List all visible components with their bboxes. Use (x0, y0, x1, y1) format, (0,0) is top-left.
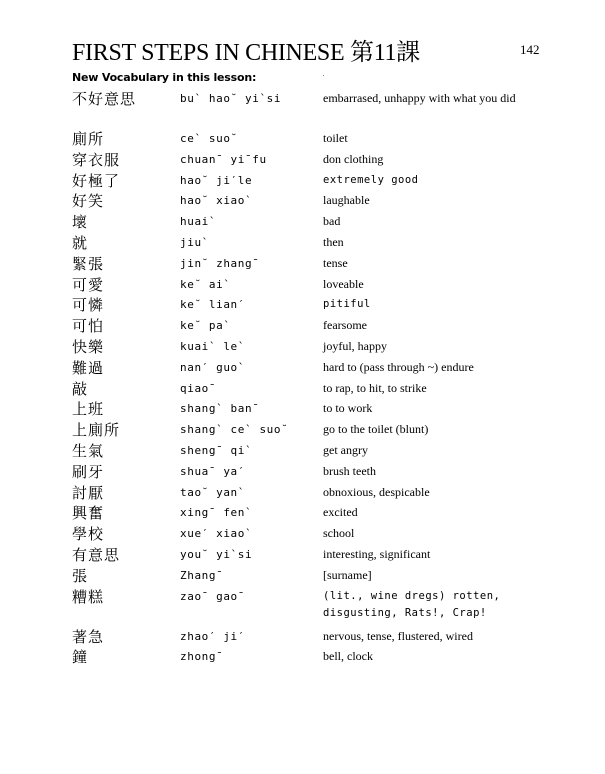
vocab-meaning: tense (323, 255, 348, 270)
vocab-hanzi: 緊張 (72, 254, 105, 273)
vocab-meaning: extremely good (323, 173, 419, 186)
vocab-meaning: to to work (323, 401, 373, 416)
vocab-pinyin: jin˘ zhang¯ (180, 256, 260, 270)
vocab-meaning: bad (323, 214, 341, 229)
page-number: 142 (520, 42, 540, 57)
vocab-row (72, 380, 542, 401)
vocab-hanzi: 穿衣服 (72, 150, 121, 169)
vocab-meaning: joyful, happy (323, 338, 387, 353)
vocab-row (72, 546, 542, 567)
vocab-meaning: nervous, tense, flustered, wired (323, 628, 473, 643)
vocab-row (72, 442, 542, 463)
vocab-row (72, 588, 542, 628)
section-heading: New Vocabulary in this lesson: (72, 71, 257, 84)
vocab-row (72, 525, 542, 546)
vocab-pinyin: zhao′ ji′ (180, 629, 246, 643)
vocab-hanzi: 張 (72, 566, 89, 585)
vocab-pinyin: you˘ yi`si (180, 547, 253, 561)
vocab-meaning: [surname] (323, 567, 372, 582)
vocab-hanzi: 鐘 (72, 648, 89, 667)
vocab-hanzi: 著急 (72, 627, 105, 646)
vocab-hanzi: 不好意思 (72, 90, 137, 108)
vocab-meaning: laughable (323, 193, 370, 208)
vocab-row (72, 567, 542, 588)
vocab-meaning: school (323, 526, 355, 541)
vocab-hanzi: 學校 (72, 525, 105, 544)
vocab-pinyin: ce` suo˘ (180, 132, 238, 145)
vocab-pinyin: jiu` (180, 235, 209, 249)
vocab-row (72, 463, 542, 484)
vocab-pinyin: xing¯ fen` (180, 506, 253, 520)
vocab-hanzi: 廁所 (72, 130, 105, 148)
vocab-meaning: interesting, significant (323, 546, 431, 561)
vocab-meaning: excited (323, 505, 358, 520)
vocab-hanzi: 就 (72, 233, 89, 252)
vocab-meaning: loveable (323, 276, 364, 291)
vocab-meaning: obnoxious, despicable (323, 484, 430, 499)
vocab-row (72, 276, 542, 297)
vocab-pinyin: shua¯ ya′ (180, 464, 246, 478)
vocab-pinyin: ke˘ lian′ (180, 298, 246, 312)
scan-speck (323, 75, 324, 76)
vocab-pinyin: Zhang¯ (180, 568, 224, 582)
vocab-pinyin: shang` ban¯ (180, 402, 260, 416)
vocab-meaning: to rap, to hit, to strike (323, 380, 427, 395)
vocab-row (72, 255, 542, 276)
vocab-pinyin: shang` ce` suo˘ (180, 423, 289, 437)
vocab-meaning: toilet (323, 131, 348, 145)
vocab-hanzi: 可憐 (72, 296, 105, 315)
vocab-row (72, 151, 542, 172)
vocab-meaning: (lit., wine dregs) rotten, disgusting, Rats!, Crap! (323, 589, 501, 619)
vocab-meaning: go to the toilet (blunt) (323, 422, 429, 437)
vocab-meaning: embarrased, unhappy with what you did (323, 91, 516, 105)
vocab-row (72, 338, 542, 359)
vocab-row (72, 317, 542, 338)
vocab-meaning: pitiful (323, 298, 371, 311)
vocab-hanzi: 可愛 (72, 275, 105, 294)
vocab-pinyin: hao˘ xiao` (180, 194, 253, 208)
vocab-hanzi: 好極了 (72, 171, 121, 190)
vocab-hanzi: 敲 (72, 379, 89, 398)
vocab-row (72, 296, 542, 317)
vocab-pinyin: hao˘ ji′le (180, 173, 253, 187)
vocab-meaning: hard to (pass through ~) endure (323, 359, 474, 374)
vocab-meaning: bell, clock (323, 649, 373, 664)
vocab-meaning: fearsome (323, 318, 367, 333)
vocab-row (72, 234, 542, 255)
vocab-pinyin: bu` hao˘ yi`si (180, 92, 282, 105)
vocab-pinyin: chuan¯ yi¯fu (180, 152, 267, 166)
vocab-pinyin: zhong¯ (180, 650, 224, 664)
vocab-hanzi: 好笑 (72, 192, 105, 211)
vocab-row (72, 90, 542, 130)
vocab-row (72, 172, 542, 193)
vocab-meaning: don clothing (323, 151, 384, 166)
vocab-row (72, 400, 542, 421)
vocab-pinyin: nan′ guo` (180, 360, 246, 374)
vocab-row (72, 213, 542, 234)
vocab-hanzi: 興奮 (72, 504, 105, 523)
vocab-meaning: brush teeth (323, 463, 376, 478)
vocab-row (72, 421, 542, 442)
vocab-hanzi: 上廁所 (72, 421, 121, 440)
vocabulary-list (72, 90, 542, 669)
vocab-pinyin: ke˘ pa` (180, 319, 231, 333)
vocab-hanzi: 快樂 (72, 337, 105, 356)
page-title: FIRST STEPS IN CHINESE 第11課 (72, 40, 420, 66)
vocab-row (72, 484, 542, 505)
vocab-pinyin: kuai` le` (180, 339, 246, 353)
vocab-pinyin: xue′ xiao` (180, 527, 253, 541)
vocab-meaning: then (323, 234, 344, 249)
vocab-hanzi: 難過 (72, 358, 105, 377)
vocab-hanzi: 有意思 (72, 545, 121, 564)
vocab-hanzi: 糟糕 (72, 587, 105, 606)
vocab-hanzi: 刷牙 (72, 462, 105, 481)
vocab-hanzi: 討厭 (72, 483, 105, 502)
vocab-meaning: get angry (323, 442, 368, 457)
vocab-row (72, 628, 542, 649)
vocab-pinyin: sheng¯ qi` (180, 443, 253, 457)
vocab-row (72, 504, 542, 525)
vocab-pinyin: zao¯ gao¯ (180, 589, 246, 603)
vocab-row (72, 648, 542, 669)
vocab-hanzi: 壞 (72, 213, 89, 232)
vocab-row (72, 130, 542, 151)
vocab-hanzi: 生氣 (72, 441, 105, 460)
vocab-hanzi: 上班 (72, 400, 105, 419)
vocab-pinyin: tao˘ yan` (180, 485, 246, 499)
vocab-pinyin: huai` (180, 215, 217, 229)
vocab-row (72, 192, 542, 213)
vocab-pinyin: ke˘ ai` (180, 277, 231, 291)
vocab-pinyin: qiao¯ (180, 381, 217, 395)
vocab-row (72, 359, 542, 380)
vocab-hanzi: 可怕 (72, 317, 105, 336)
